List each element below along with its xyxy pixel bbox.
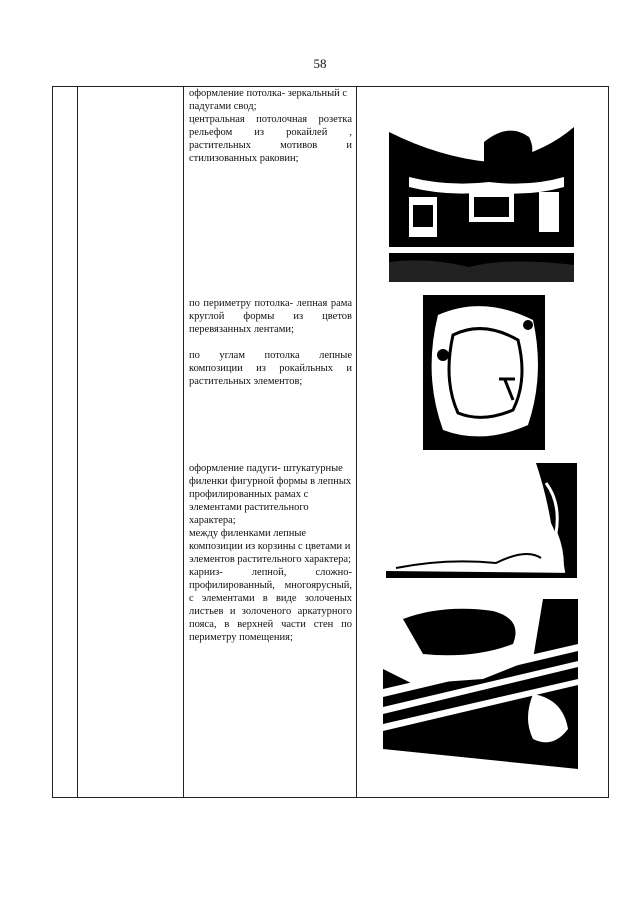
row-2-description — [189, 297, 352, 388]
page-number: 58 — [313, 56, 327, 71]
row-1-paragraph-1: оформление потолка- зеркальный с падугами свод; — [189, 88, 348, 112]
row-3-paragraph-2: между филенками лепные композиции из корзины с цветами и элементов растительного характера; — [189, 528, 351, 565]
row-3-paragraph-1: оформление падуги- штукатурные филенки фигурной формы в лепных профилированных рамах с элементами растительного характера; — [189, 463, 352, 526]
row-3-paragraph-3: карниз- лепной, сложно-профилированный, многоярусный, с элементами в виде золоченых листьев и золоченого аркатурного пояса, в верхней части стен по периметру помещения; — [189, 567, 352, 643]
row-3-description — [189, 462, 352, 644]
padug-panel-photo — [386, 463, 577, 578]
column-divider-3 — [356, 87, 357, 797]
row-2-paragraph-1: по периметру потолка- лепная рама круглой формы из цветов перевязанных лентами; — [189, 298, 352, 335]
ceiling-round-frame-photo — [423, 295, 545, 450]
row-1-paragraph-2: центральная потолочная розетка рельефом из рокайлей , растительных мотивов и стилизованных раковин; — [189, 114, 352, 164]
cornice-photo — [383, 599, 578, 784]
row-2-paragraph-2: по углам потолка лепные композиции из рокайльных и растительных элементов; — [189, 350, 352, 387]
column-divider-2 — [183, 87, 184, 797]
description-table — [52, 86, 609, 798]
row-1-description — [189, 87, 352, 165]
column-divider-1 — [77, 87, 78, 797]
ceiling-rosette-photo — [389, 87, 574, 282]
